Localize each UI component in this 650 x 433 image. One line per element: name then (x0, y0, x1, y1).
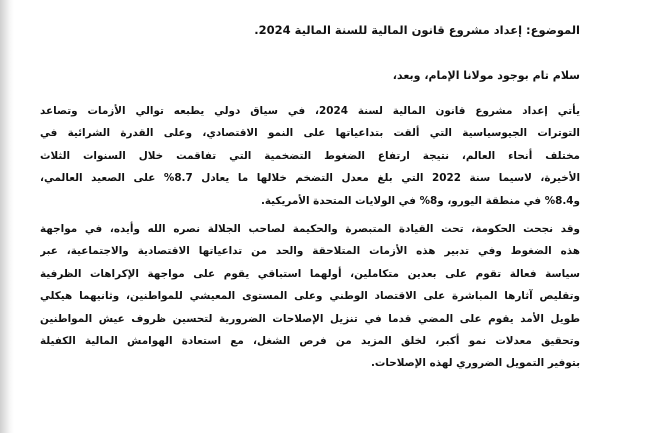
text-line: وتحقيق معدلات نمو أكبر، لخلق المزيد من فرص الشغل، مع استعادة الهوامش المالية الكفيلة (40, 334, 580, 347)
text-line: طويل الأمد يقوم على المضي قدما في تنزيل الإصلاحات الضرورية لتحسين ظروف عيش المواطنين (40, 312, 580, 325)
text-line: يأتي إعداد مشروع قانون المالية لسنة 2024، في سياق دولي يطبعه توالي الأزمات وتصاعد (40, 105, 580, 117)
paragraph-government-response (40, 218, 580, 375)
salutation: سلام تام بوجود مولانا الإمام، وبعد، (392, 69, 580, 82)
text-line: التوترات الجيوسياسية التي ألقت بتداعياتها على النمو الاقتصادي، وعلى القدرة الشرائية في (40, 127, 580, 140)
text-line: الأخيرة، لاسيما سنة 2022 التي بلغ معدل التضخم خلالها ما يعادل 8.7% على الصعيد العالمي، (40, 172, 580, 185)
page-edge-shadow (0, 0, 14, 433)
text-line: هذه الضغوط وفي تدبير هذه الأزمات المتلاحقة والحد من تداعياتها الاقتصادية والاجتماعية، عبر (40, 245, 580, 258)
text-line: وقد نجحت الحكومة، تحت القيادة المتبصرة والحكيمة لصاحب الجلالة نصره الله وأيده، في مواجهة (40, 222, 580, 235)
text-line: بتوفير التمويل الضروري لهذه الإصلاحات. (370, 357, 580, 370)
text-line: مختلف أنحاء العالم، نتيجة ارتفاع الضغوط التضخمية التي تفاقمت خلال السنوات الثلاث (40, 149, 580, 162)
text-line: سياسة فعالة تقوم على بعدين متكاملين، أولهما استباقي يقوم على مواجهة الإكراهات الظرفية (40, 267, 580, 280)
paragraph-context (40, 100, 580, 212)
letter-body (40, 22, 580, 375)
text-line: وتقليص آثارها المباشرة على الاقتصاد الوطني وعلى المستوى المعيشي للمواطنين، وثانيهما هيكلي (40, 290, 580, 303)
subject-line: الموضوع: إعداد مشروع قانون المالية للسنة المالية 2024. (254, 23, 580, 37)
text-line: و8.4% في منطقة اليورو، و8% في الولايات المتحدة الأمريكية. (260, 194, 580, 207)
